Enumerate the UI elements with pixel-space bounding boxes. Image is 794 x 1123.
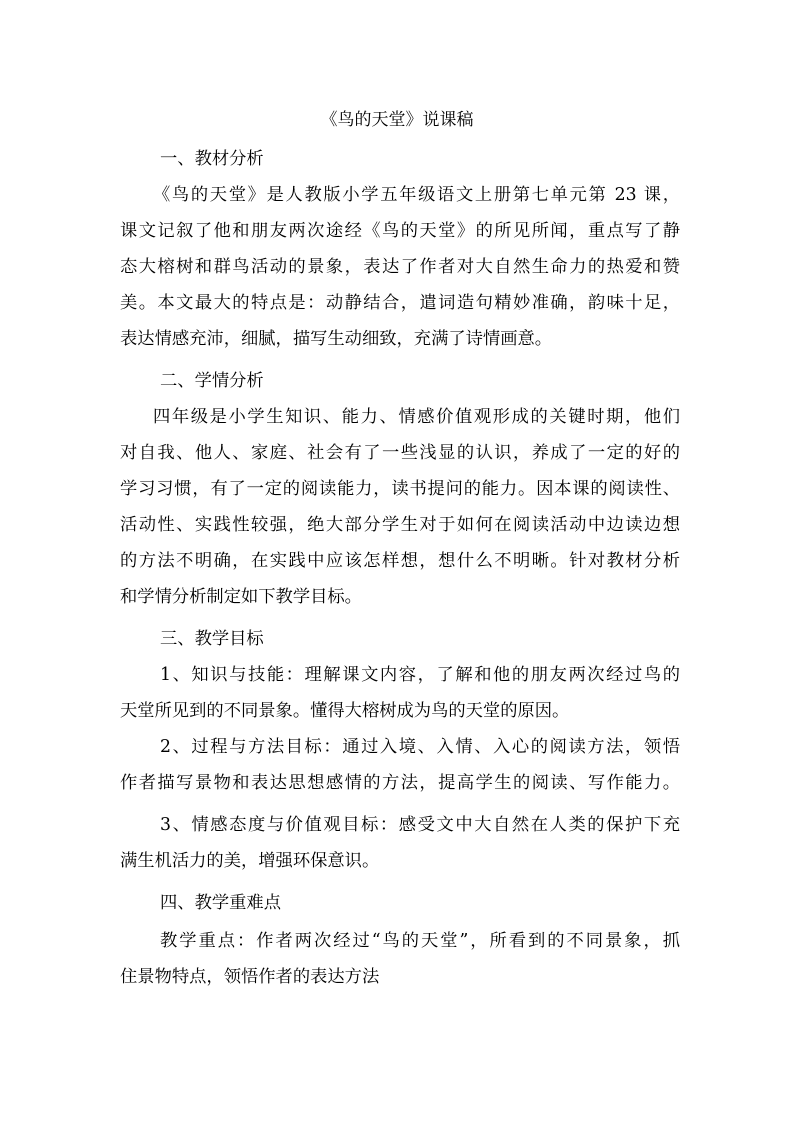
paragraph-line: 和学情分析制定如下教学目标。 bbox=[120, 587, 362, 607]
heading-teaching-goals: 三、教学目标 bbox=[160, 629, 264, 649]
goal-line: 1、知识与技能：理解课文内容，了解和他的朋友两次经过鸟的 bbox=[160, 665, 680, 685]
goal-line: 2、过程与方法目标：通过入境、入情、入心的阅读方法，领悟 bbox=[160, 737, 680, 757]
paragraph-line: 对自我、他人、家庭、社会有了一些浅显的认识，养成了一定的好的 bbox=[120, 443, 680, 463]
paragraph-line: 教学重点：作者两次经过“鸟的天堂”，所看到的不同景象，抓 bbox=[160, 931, 680, 951]
paragraph-line: 表达情感充沛，细腻，描写生动细致，充满了诗情画意。 bbox=[120, 329, 553, 349]
goal-line: 3、情感态度与价值观目标：感受文中大自然在人类的保护下充 bbox=[160, 815, 680, 835]
paragraph-line: 态大榕树和群鸟活动的景象，表达了作者对大自然生命力的热爱和赞 bbox=[120, 257, 680, 277]
paragraph-line: 住景物特点，领悟作者的表达方法 bbox=[120, 967, 380, 987]
paragraph-line: 四年级是小学生知识、能力、情感价值观形成的关键时期，他们 bbox=[153, 407, 680, 427]
goal-line: 作者描写景物和表达思想感情的方法，提高学生的阅读、写作能力。 bbox=[120, 773, 680, 793]
document-title: 《鸟的天堂》说课稿 bbox=[320, 110, 474, 130]
goal-line: 满生机活力的美，增强环保意识。 bbox=[120, 851, 380, 871]
paragraph-line: 的方法不明确，在实践中应该怎样想，想什么不明晰。针对教材分析 bbox=[120, 551, 680, 571]
paragraph-line: 课文记叙了他和朋友两次途经《鸟的天堂》的所见所闻，重点写了静 bbox=[120, 221, 680, 241]
paragraph-line: 活动性、实践性较强，绝大部分学生对于如何在阅读活动中边读边想 bbox=[120, 515, 680, 535]
heading-textbook-analysis: 一、教材分析 bbox=[160, 149, 264, 169]
heading-student-analysis: 二、学情分析 bbox=[160, 371, 264, 391]
goal-line: 天堂所见到的不同景象。懂得大榕树成为鸟的天堂的原因。 bbox=[120, 701, 570, 721]
heading-key-points: 四、教学重难点 bbox=[160, 893, 281, 913]
paragraph-line: 美。本文最大的特点是：动静结合，遣词造句精妙准确，韵味十足， bbox=[120, 293, 680, 313]
paragraph-line: 学习习惯，有了一定的阅读能力，读书提问的能力。因本课的阅读性、 bbox=[120, 479, 680, 499]
paragraph-line: 《鸟的天堂》是人教版小学五年级语文上册第七单元第 23 课， bbox=[153, 185, 680, 205]
